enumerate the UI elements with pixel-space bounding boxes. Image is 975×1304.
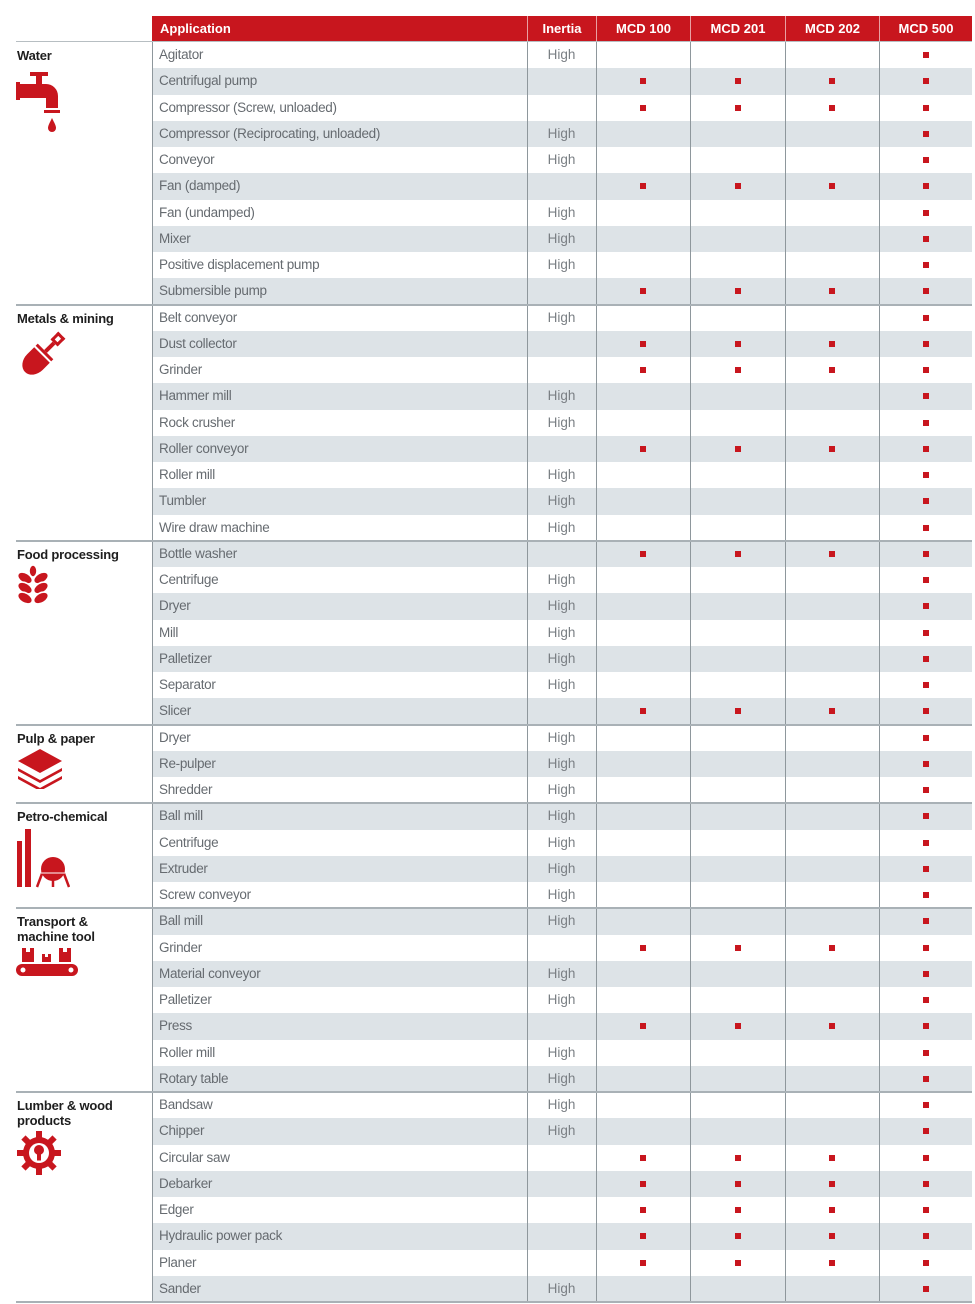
application-name: Hammer mill [159, 388, 232, 404]
suitable-mark-mcd-500 [923, 761, 929, 767]
table-row [152, 1118, 972, 1144]
header-mcd-500: MCD 500 [879, 16, 972, 41]
inertia-value: High [547, 808, 576, 824]
inertia-value: High [547, 860, 576, 876]
suitable-mark-mcd-500 [923, 892, 929, 898]
suitable-mark-mcd-202 [829, 367, 835, 373]
inertia-value: High [547, 650, 576, 666]
table-row [152, 777, 972, 803]
table-row [152, 830, 972, 856]
header-application: Application [152, 16, 527, 41]
table-row [152, 462, 972, 488]
suitable-mark-mcd-201 [735, 341, 741, 347]
application-name: Debarker [159, 1175, 213, 1191]
column-divider [879, 41, 880, 1302]
inertia-value: High [547, 519, 576, 535]
application-name: Dryer [159, 729, 191, 745]
table-row [152, 173, 972, 199]
inertia-value: High [547, 493, 576, 509]
table-row [152, 68, 972, 94]
suitable-mark-mcd-500 [923, 1128, 929, 1134]
saw-blade-icon [16, 1130, 62, 1181]
application-name: Bandsaw [159, 1097, 213, 1112]
suitable-mark-mcd-201 [735, 105, 741, 111]
application-name: Slicer [159, 703, 191, 719]
suitable-mark-mcd-202 [829, 551, 835, 557]
inertia-value: High [547, 677, 576, 692]
group-separator [16, 540, 972, 542]
suitable-mark-mcd-202 [829, 1181, 835, 1187]
table-row [152, 1066, 972, 1092]
application-name: Dryer [159, 598, 191, 614]
inertia-value: High [547, 47, 576, 62]
group-title: Lumber & wood products [17, 1098, 113, 1128]
suitable-mark-mcd-100 [640, 367, 646, 373]
suitable-mark-mcd-201 [735, 945, 741, 951]
suitable-mark-mcd-500 [923, 1181, 929, 1187]
table-row [152, 1276, 972, 1302]
application-name: Material conveyor [159, 965, 261, 981]
application-name: Edger [159, 1202, 194, 1217]
inertia-value: High [547, 125, 576, 141]
group-title: Metals & mining [17, 310, 114, 326]
group-title: Water [17, 48, 52, 63]
table-row [152, 488, 972, 514]
suitable-mark-mcd-100 [640, 341, 646, 347]
application-name: Hydraulic power pack [159, 1228, 283, 1244]
column-divider [690, 41, 691, 1302]
suitable-mark-mcd-500 [923, 236, 929, 242]
table-row [152, 935, 972, 961]
table-row [152, 620, 972, 646]
column-divider [785, 41, 786, 1302]
inertia-value: High [547, 624, 576, 640]
table-row [152, 226, 972, 252]
inertia-value: High [547, 887, 576, 902]
inertia-value [527, 278, 596, 304]
table-row [152, 436, 972, 462]
suitable-mark-mcd-500 [923, 840, 929, 846]
application-name: Rock crusher [159, 414, 235, 430]
column-divider [527, 41, 528, 1302]
suitable-mark-mcd-500 [923, 498, 929, 504]
inertia-value: High [547, 834, 576, 850]
application-name: Fan (damped) [159, 178, 241, 194]
table-row [152, 42, 972, 68]
table-row [152, 410, 972, 436]
application-name: Grinder [159, 939, 202, 955]
suitable-mark-mcd-500 [923, 393, 929, 399]
suitable-mark-mcd-100 [640, 1233, 646, 1239]
inertia-value [527, 173, 596, 199]
inertia-value [527, 1145, 596, 1171]
suitable-mark-mcd-500 [923, 1207, 929, 1213]
suitable-mark-mcd-500 [923, 682, 929, 688]
suitable-mark-mcd-201 [735, 1023, 741, 1029]
suitable-mark-mcd-500 [923, 1155, 929, 1161]
application-name: Agitator [159, 47, 204, 62]
suitable-mark-mcd-100 [640, 1155, 646, 1161]
table-row [152, 593, 972, 619]
table-row [152, 908, 972, 934]
inertia-value [527, 1223, 596, 1249]
suitable-mark-mcd-500 [923, 971, 929, 977]
table-row [152, 1197, 972, 1223]
inertia-value: High [547, 1097, 576, 1112]
table-row [152, 1040, 972, 1066]
suitable-mark-mcd-100 [640, 183, 646, 189]
suitable-mark-mcd-500 [923, 603, 929, 609]
suitable-mark-mcd-202 [829, 708, 835, 714]
inertia-value: High [547, 230, 576, 246]
table-row [152, 1171, 972, 1197]
inertia-value: High [547, 992, 576, 1007]
suitable-mark-mcd-201 [735, 446, 741, 452]
suitable-mark-mcd-201 [735, 183, 741, 189]
table-row [152, 1145, 972, 1171]
suitable-mark-mcd-500 [923, 262, 929, 268]
suitable-mark-mcd-500 [923, 157, 929, 163]
suitable-mark-mcd-202 [829, 1023, 835, 1029]
suitable-mark-mcd-500 [923, 1233, 929, 1239]
group-title: Food processing [17, 546, 119, 562]
suitable-mark-mcd-500 [923, 105, 929, 111]
inertia-value: High [547, 388, 576, 404]
suitable-mark-mcd-500 [923, 735, 929, 741]
suitable-mark-mcd-201 [735, 551, 741, 557]
group-separator [16, 41, 972, 42]
suitable-mark-mcd-202 [829, 78, 835, 84]
table-bottom-border [16, 1301, 972, 1303]
suitable-mark-mcd-100 [640, 446, 646, 452]
suitable-mark-mcd-202 [829, 446, 835, 452]
table-row [152, 252, 972, 278]
table-row [152, 1092, 972, 1118]
inertia-value: High [547, 572, 576, 587]
suitable-mark-mcd-500 [923, 945, 929, 951]
inertia-value [527, 331, 596, 357]
inertia-value [527, 436, 596, 462]
inertia-value: High [547, 467, 576, 482]
inertia-value [527, 357, 596, 383]
application-name: Mixer [159, 230, 191, 246]
inertia-value: High [547, 1280, 576, 1296]
suitable-mark-mcd-100 [640, 288, 646, 294]
table-row [152, 1250, 972, 1276]
application-name: Fan (undamped) [159, 204, 255, 220]
application-name: Roller mill [159, 467, 215, 482]
application-name: Compressor (Reciprocating, unloaded) [159, 125, 381, 141]
suitable-mark-mcd-100 [640, 1023, 646, 1029]
inertia-value: High [547, 1123, 576, 1139]
application-name: Sander [159, 1280, 201, 1296]
suitable-mark-mcd-100 [640, 708, 646, 714]
header-mcd-100: MCD 100 [596, 16, 690, 41]
inertia-value: High [547, 1044, 576, 1060]
wheat-icon [16, 565, 50, 614]
suitable-mark-mcd-500 [923, 551, 929, 557]
suitable-mark-mcd-100 [640, 1207, 646, 1213]
suitable-mark-mcd-202 [829, 945, 835, 951]
application-name: Bottle washer [159, 545, 237, 561]
group-separator [16, 1091, 972, 1093]
application-name: Planer [159, 1254, 197, 1270]
suitable-mark-mcd-500 [923, 367, 929, 373]
suitable-mark-mcd-500 [923, 315, 929, 321]
table-row [152, 987, 972, 1013]
application-name: Centrifugal pump [159, 73, 258, 89]
table-row [152, 803, 972, 829]
table-row [152, 698, 972, 724]
suitable-mark-mcd-500 [923, 1102, 929, 1108]
suitable-mark-mcd-500 [923, 708, 929, 714]
inertia-value [527, 1250, 596, 1276]
application-name: Tumbler [159, 493, 206, 509]
suitable-mark-mcd-201 [735, 1233, 741, 1239]
suitable-mark-mcd-500 [923, 1286, 929, 1292]
inertia-value [527, 1013, 596, 1039]
suitable-mark-mcd-201 [735, 1181, 741, 1187]
suitable-mark-mcd-500 [923, 918, 929, 924]
suitable-mark-mcd-500 [923, 630, 929, 636]
suitable-mark-mcd-202 [829, 1233, 835, 1239]
suitable-mark-mcd-100 [640, 78, 646, 84]
inertia-value: High [547, 1070, 576, 1086]
suitable-mark-mcd-500 [923, 446, 929, 452]
application-name: Separator [159, 677, 216, 692]
suitable-mark-mcd-500 [923, 78, 929, 84]
suitable-mark-mcd-500 [923, 1076, 929, 1082]
inertia-value: High [547, 965, 576, 981]
inertia-value: High [547, 204, 576, 220]
application-name: Centrifuge [159, 834, 219, 850]
paper-stack-icon [16, 749, 64, 794]
inertia-value: High [547, 755, 576, 771]
suitable-mark-mcd-202 [829, 1260, 835, 1266]
inertia-value: High [547, 309, 576, 325]
suitable-mark-mcd-201 [735, 1207, 741, 1213]
application-name: Chipper [159, 1123, 205, 1139]
table-row [152, 646, 972, 672]
application-name: Roller conveyor [159, 440, 249, 456]
table-row [152, 331, 972, 357]
water-tap-icon [16, 66, 60, 139]
suitable-mark-mcd-500 [923, 210, 929, 216]
application-name: Ball mill [159, 808, 203, 824]
suitable-mark-mcd-202 [829, 1155, 835, 1161]
table-row [152, 961, 972, 987]
group-title: Transport & machine tool [17, 914, 95, 945]
table-row [152, 882, 972, 908]
table-row [152, 121, 972, 147]
suitable-mark-mcd-500 [923, 787, 929, 793]
table-row [152, 672, 972, 698]
suitable-mark-mcd-500 [923, 577, 929, 583]
suitable-mark-mcd-500 [923, 866, 929, 872]
suitable-mark-mcd-500 [923, 813, 929, 819]
suitable-mark-mcd-500 [923, 420, 929, 426]
suitable-mark-mcd-201 [735, 367, 741, 373]
suitable-mark-mcd-202 [829, 288, 835, 294]
group-separator [16, 304, 972, 306]
suitable-mark-mcd-100 [640, 1181, 646, 1187]
suitable-mark-mcd-202 [829, 341, 835, 347]
suitable-mark-mcd-500 [923, 1260, 929, 1266]
group-separator [16, 802, 972, 804]
table-row [152, 383, 972, 409]
refinery-icon [16, 827, 70, 894]
application-name: Positive displacement pump [159, 257, 320, 272]
application-name: Conveyor [159, 152, 215, 167]
conveyor-belt-icon [16, 946, 78, 983]
suitable-mark-mcd-201 [735, 78, 741, 84]
application-name: Palletizer [159, 992, 212, 1007]
application-name: Press [159, 1018, 193, 1034]
suitable-mark-mcd-500 [923, 1050, 929, 1056]
group-title: Pulp & paper [17, 730, 95, 746]
inertia-value [527, 68, 596, 94]
inertia-value: High [547, 782, 576, 797]
application-name: Ball mill [159, 913, 203, 929]
header-mcd-201: MCD 201 [690, 16, 785, 41]
suitable-mark-mcd-500 [923, 997, 929, 1003]
application-name: Extruder [159, 860, 208, 876]
inertia-value [527, 95, 596, 121]
shovel-icon [16, 329, 68, 386]
table-row [152, 515, 972, 541]
suitable-mark-mcd-500 [923, 472, 929, 478]
column-divider [596, 41, 597, 1302]
suitable-mark-mcd-500 [923, 341, 929, 347]
table-row [152, 95, 972, 121]
inertia-value: High [547, 598, 576, 614]
inertia-value [527, 698, 596, 724]
table-row [152, 725, 972, 751]
inertia-value [527, 935, 596, 961]
inertia-value [527, 541, 596, 567]
header-inertia: Inertia [527, 16, 596, 41]
header-mcd-202: MCD 202 [785, 16, 879, 41]
application-name: Re-pulper [159, 755, 216, 771]
inertia-value: High [547, 257, 576, 272]
table-row [152, 278, 972, 304]
suitable-mark-mcd-500 [923, 1023, 929, 1029]
suitable-mark-mcd-500 [923, 131, 929, 137]
application-name: Mill [159, 624, 179, 640]
suitable-mark-mcd-201 [735, 708, 741, 714]
suitable-mark-mcd-500 [923, 183, 929, 189]
application-name: Palletizer [159, 650, 212, 666]
application-name: Roller mill [159, 1044, 215, 1060]
application-name: Dust collector [159, 335, 237, 351]
table-row [152, 751, 972, 777]
suitable-mark-mcd-201 [735, 1155, 741, 1161]
application-name: Grinder [159, 362, 202, 377]
application-name: Centrifuge [159, 572, 219, 587]
table-row [152, 1013, 972, 1039]
suitable-mark-mcd-201 [735, 1260, 741, 1266]
suitable-mark-mcd-100 [640, 945, 646, 951]
table-row [152, 357, 972, 383]
table-row [152, 856, 972, 882]
table-row [152, 567, 972, 593]
inertia-value: High [547, 414, 576, 430]
suitable-mark-mcd-100 [640, 551, 646, 557]
inertia-value [527, 1197, 596, 1223]
application-name: Submersible pump [159, 283, 267, 299]
application-name: Belt conveyor [159, 309, 237, 325]
table-row [152, 305, 972, 331]
application-name: Circular saw [159, 1149, 230, 1165]
group-separator [16, 907, 972, 909]
application-name: Screw conveyor [159, 887, 251, 902]
column-divider [152, 41, 153, 1302]
table-row [152, 147, 972, 173]
application-name: Compressor (Screw, unloaded) [159, 99, 337, 115]
application-name: Rotary table [159, 1070, 229, 1086]
inertia-value: High [547, 152, 576, 167]
suitable-mark-mcd-100 [640, 1260, 646, 1266]
suitable-mark-mcd-100 [640, 105, 646, 111]
suitable-mark-mcd-500 [923, 52, 929, 58]
suitable-mark-mcd-500 [923, 288, 929, 294]
table-row [152, 541, 972, 567]
group-title: Petro-chemical [17, 809, 108, 825]
suitable-mark-mcd-500 [923, 656, 929, 662]
suitable-mark-mcd-201 [735, 288, 741, 294]
inertia-value: High [547, 729, 576, 745]
suitable-mark-mcd-202 [829, 105, 835, 111]
table-row [152, 200, 972, 226]
group-separator [16, 724, 972, 726]
inertia-value [527, 1171, 596, 1197]
suitable-mark-mcd-500 [923, 525, 929, 531]
application-name: Shredder [159, 782, 213, 797]
application-name: Wire draw machine [159, 519, 270, 535]
suitable-mark-mcd-202 [829, 1207, 835, 1213]
table-row [152, 1223, 972, 1249]
suitable-mark-mcd-202 [829, 183, 835, 189]
inertia-value: High [547, 913, 576, 929]
